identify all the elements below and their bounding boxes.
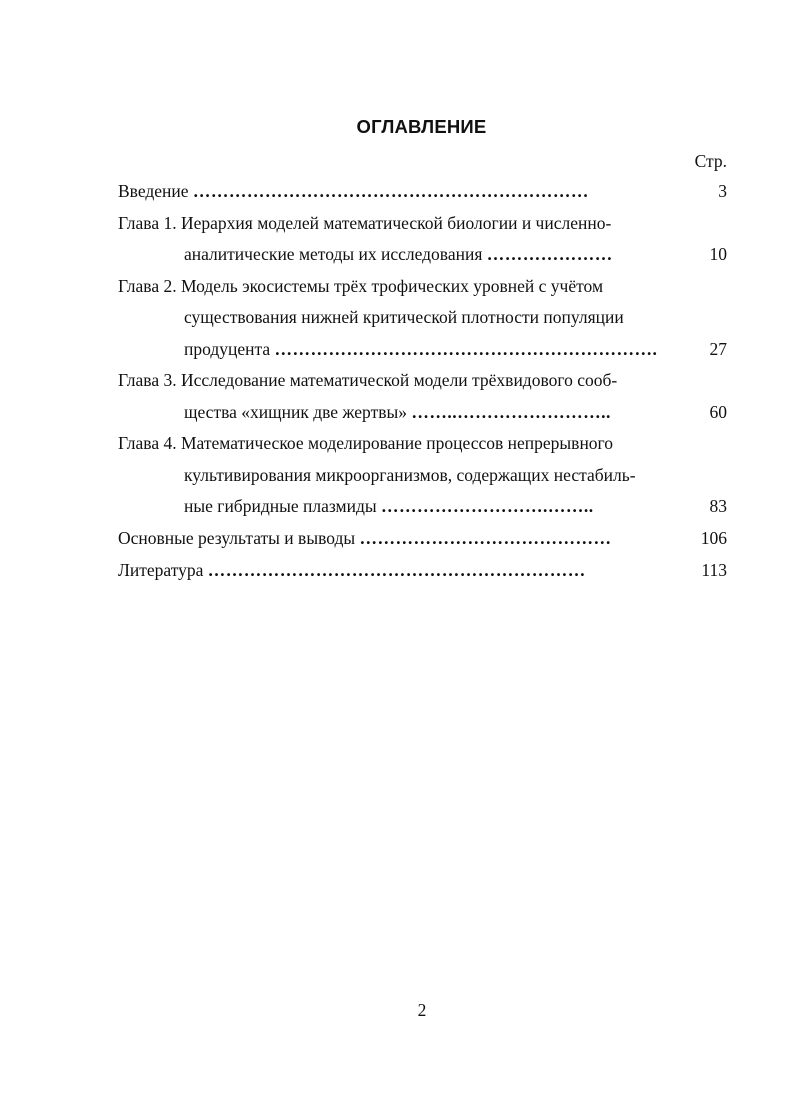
- page-number: 2: [417, 1000, 427, 1020]
- page-title: ОГЛАВЛЕНИЕ: [356, 116, 487, 137]
- toc-entry-text: Литература: [118, 560, 204, 580]
- toc-entry-text: культивирования микроорганизмов, содержащих нестабиль-: [184, 465, 636, 485]
- toc-entry-introduction[interactable]: [118, 180, 589, 202]
- toc-leader-dots: ……………………….……..: [381, 496, 594, 516]
- toc-page-number: 3: [718, 181, 727, 201]
- toc-page-number: 106: [700, 528, 727, 548]
- toc-leader-dots: ……..……………………..: [411, 402, 611, 422]
- toc-leader-dots: ……………………………………: [359, 528, 612, 548]
- toc-entry-chapter-3-cont[interactable]: [184, 401, 611, 423]
- toc-entry-text: щества «хищник две жертвы»: [184, 402, 407, 422]
- toc-entry-chapter-4-cont[interactable]: [184, 464, 636, 486]
- toc-entry-text: ные гибридные плазмиды: [184, 496, 377, 516]
- toc-entry-chapter-3[interactable]: [118, 369, 617, 391]
- toc-entry-text: Глава 3. Исследование математической модели трёхвидового сооб-: [118, 370, 618, 390]
- toc-entry-chapter-2[interactable]: [118, 275, 603, 297]
- toc-entry-text: Введение: [118, 181, 189, 201]
- toc-leader-dots: ……………………………………………………….: [274, 339, 658, 359]
- toc-leader-dots: ………………………………………………………: [207, 560, 586, 580]
- toc-entry-text: Глава 1. Иерархия моделей математической биологии и численно-: [118, 213, 612, 233]
- toc-entry-text: существования нижней критической плотности популяции: [184, 307, 624, 327]
- toc-entry-text: Основные результаты и выводы: [118, 528, 356, 548]
- pages-column-header: Стр.: [694, 151, 727, 171]
- toc-entry-chapter-2-cont[interactable]: [184, 306, 624, 328]
- toc-leader-dots: …………………………………………………………: [192, 181, 589, 201]
- toc-page-number: 27: [709, 339, 727, 359]
- toc-entry-text: аналитические методы их исследования: [184, 244, 483, 264]
- toc-page-number: 83: [709, 496, 727, 516]
- toc-entry-chapter-4-cont[interactable]: [184, 495, 594, 517]
- toc-page-number: 10: [709, 244, 727, 264]
- toc-page-number: 60: [709, 402, 727, 422]
- toc-entry-chapter-4[interactable]: [118, 432, 613, 454]
- toc-entry-text: Глава 2. Модель экосистемы трёх трофических уровней с учётом: [118, 276, 604, 296]
- toc-entry-text: продуцента: [184, 339, 271, 359]
- toc-entry-chapter-1-cont[interactable]: [184, 243, 613, 265]
- toc-page-number: 113: [701, 560, 727, 580]
- toc-entry-results[interactable]: [118, 527, 612, 549]
- toc-entry-literature[interactable]: [118, 559, 586, 581]
- toc-entry-text: Глава 4. Математическое моделирование процессов непрерывного: [118, 433, 614, 453]
- toc-leader-dots: …………………: [486, 244, 613, 264]
- toc-entry-chapter-1[interactable]: [118, 212, 611, 234]
- toc-entry-chapter-2-cont[interactable]: [184, 338, 657, 360]
